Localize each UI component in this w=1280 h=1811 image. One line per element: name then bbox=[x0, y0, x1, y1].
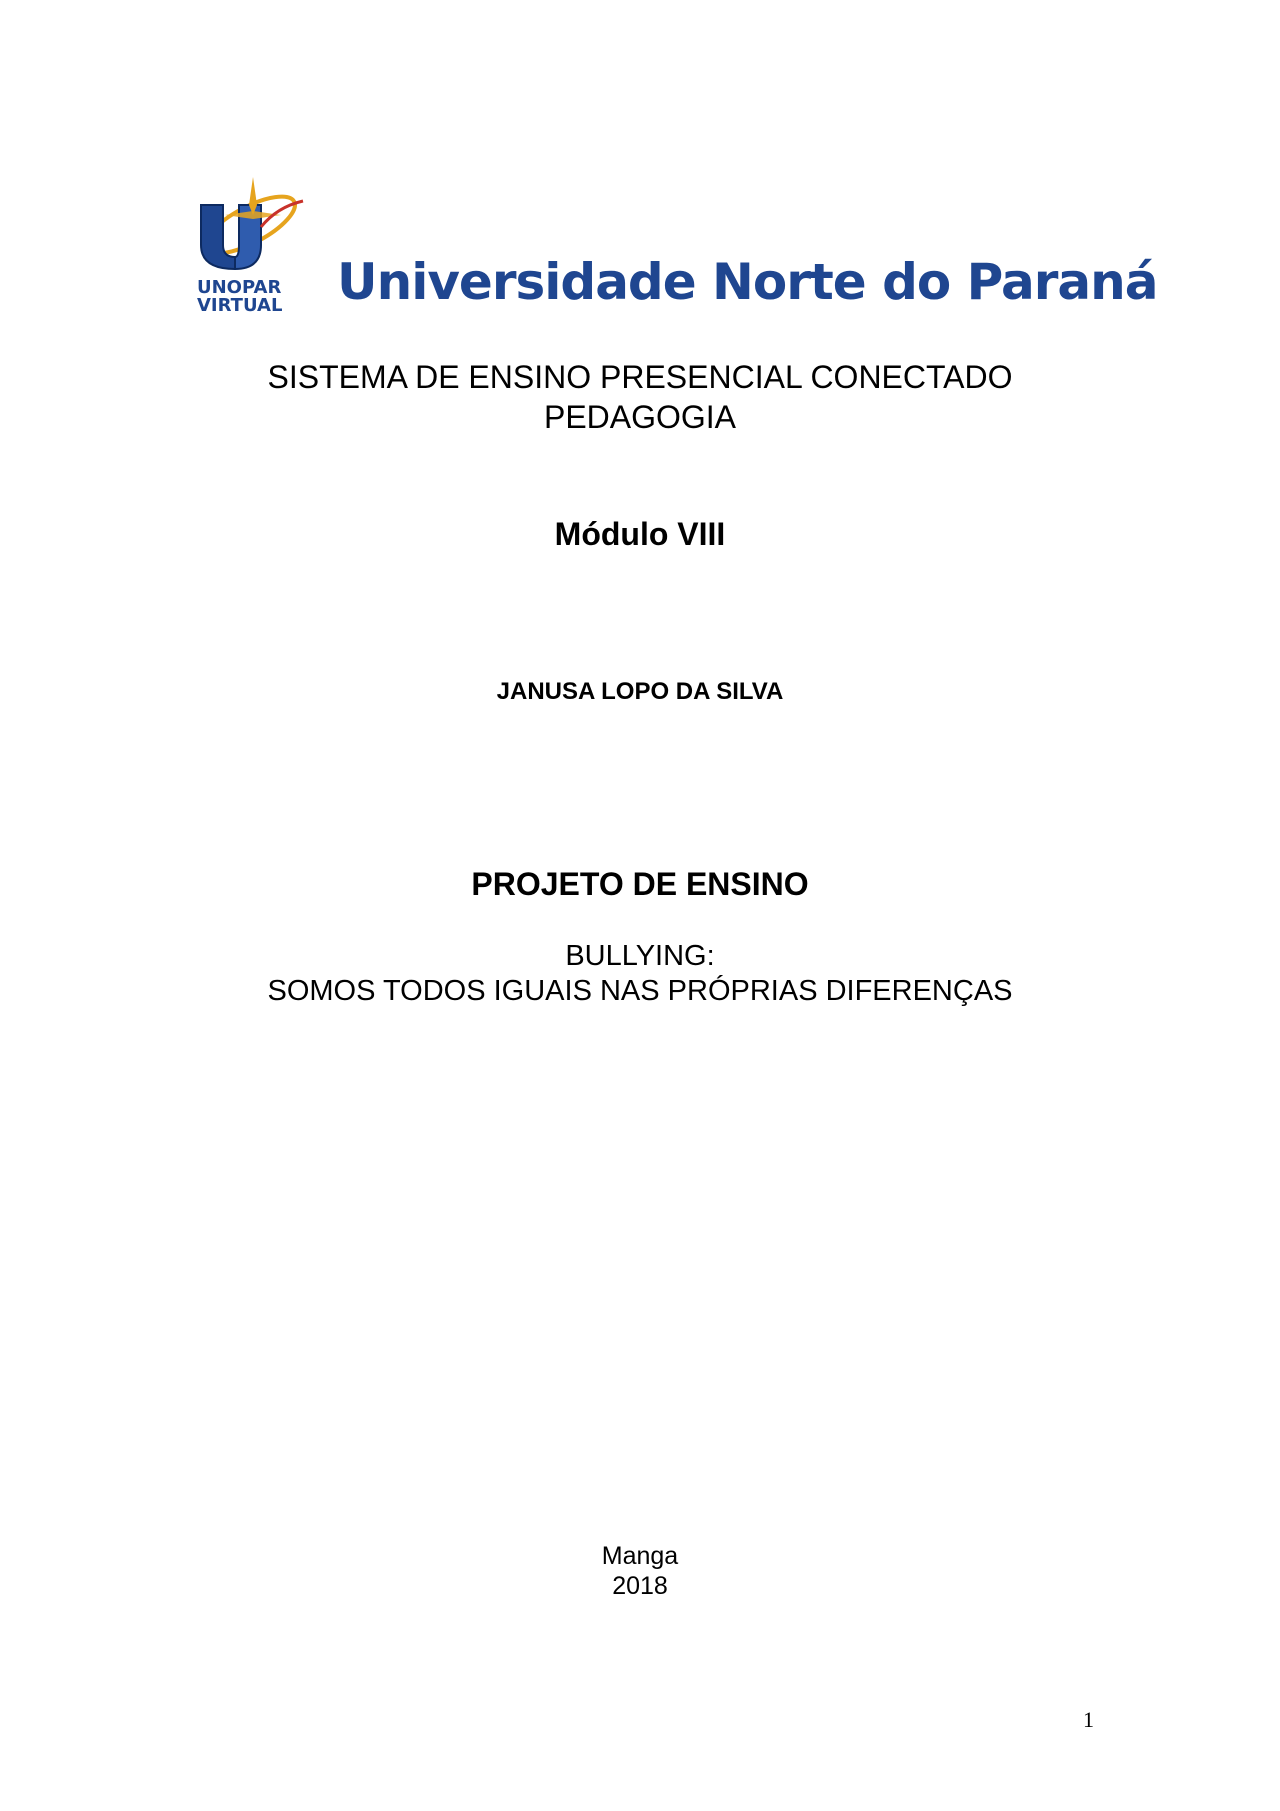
project-subtitle bbox=[0, 939, 1280, 1009]
author-name: JANUSA LOPO DA SILVA bbox=[496, 678, 784, 705]
page-number: 1 bbox=[1083, 1707, 1094, 1732]
system-line-1: SISTEMA DE ENSINO PRESENCIAL CONECTADO bbox=[267, 359, 1013, 395]
logo-text-bottom: VIRTUAL bbox=[197, 295, 283, 315]
system-line-2: PEDAGOGIA bbox=[543, 399, 737, 435]
year: 2018 bbox=[612, 1572, 668, 1600]
project-title: PROJETO DE ENSINO bbox=[471, 866, 809, 902]
course-system bbox=[0, 357, 1280, 437]
unopar-virtual-logo bbox=[195, 175, 310, 315]
subtitle-line-2: SOMOS TODOS IGUAIS NAS PRÓPRIAS DIFERENÇAS bbox=[267, 975, 1013, 1007]
university-header bbox=[195, 175, 1158, 315]
subtitle-line-1: BULLYING: bbox=[565, 940, 715, 972]
place-and-date bbox=[0, 1541, 1280, 1601]
city: Manga bbox=[601, 1542, 679, 1570]
university-name: Universidade Norte do Paraná bbox=[337, 253, 1158, 311]
logo-text-top: UNOPAR bbox=[197, 277, 282, 298]
module-title: Módulo VIII bbox=[554, 516, 726, 552]
